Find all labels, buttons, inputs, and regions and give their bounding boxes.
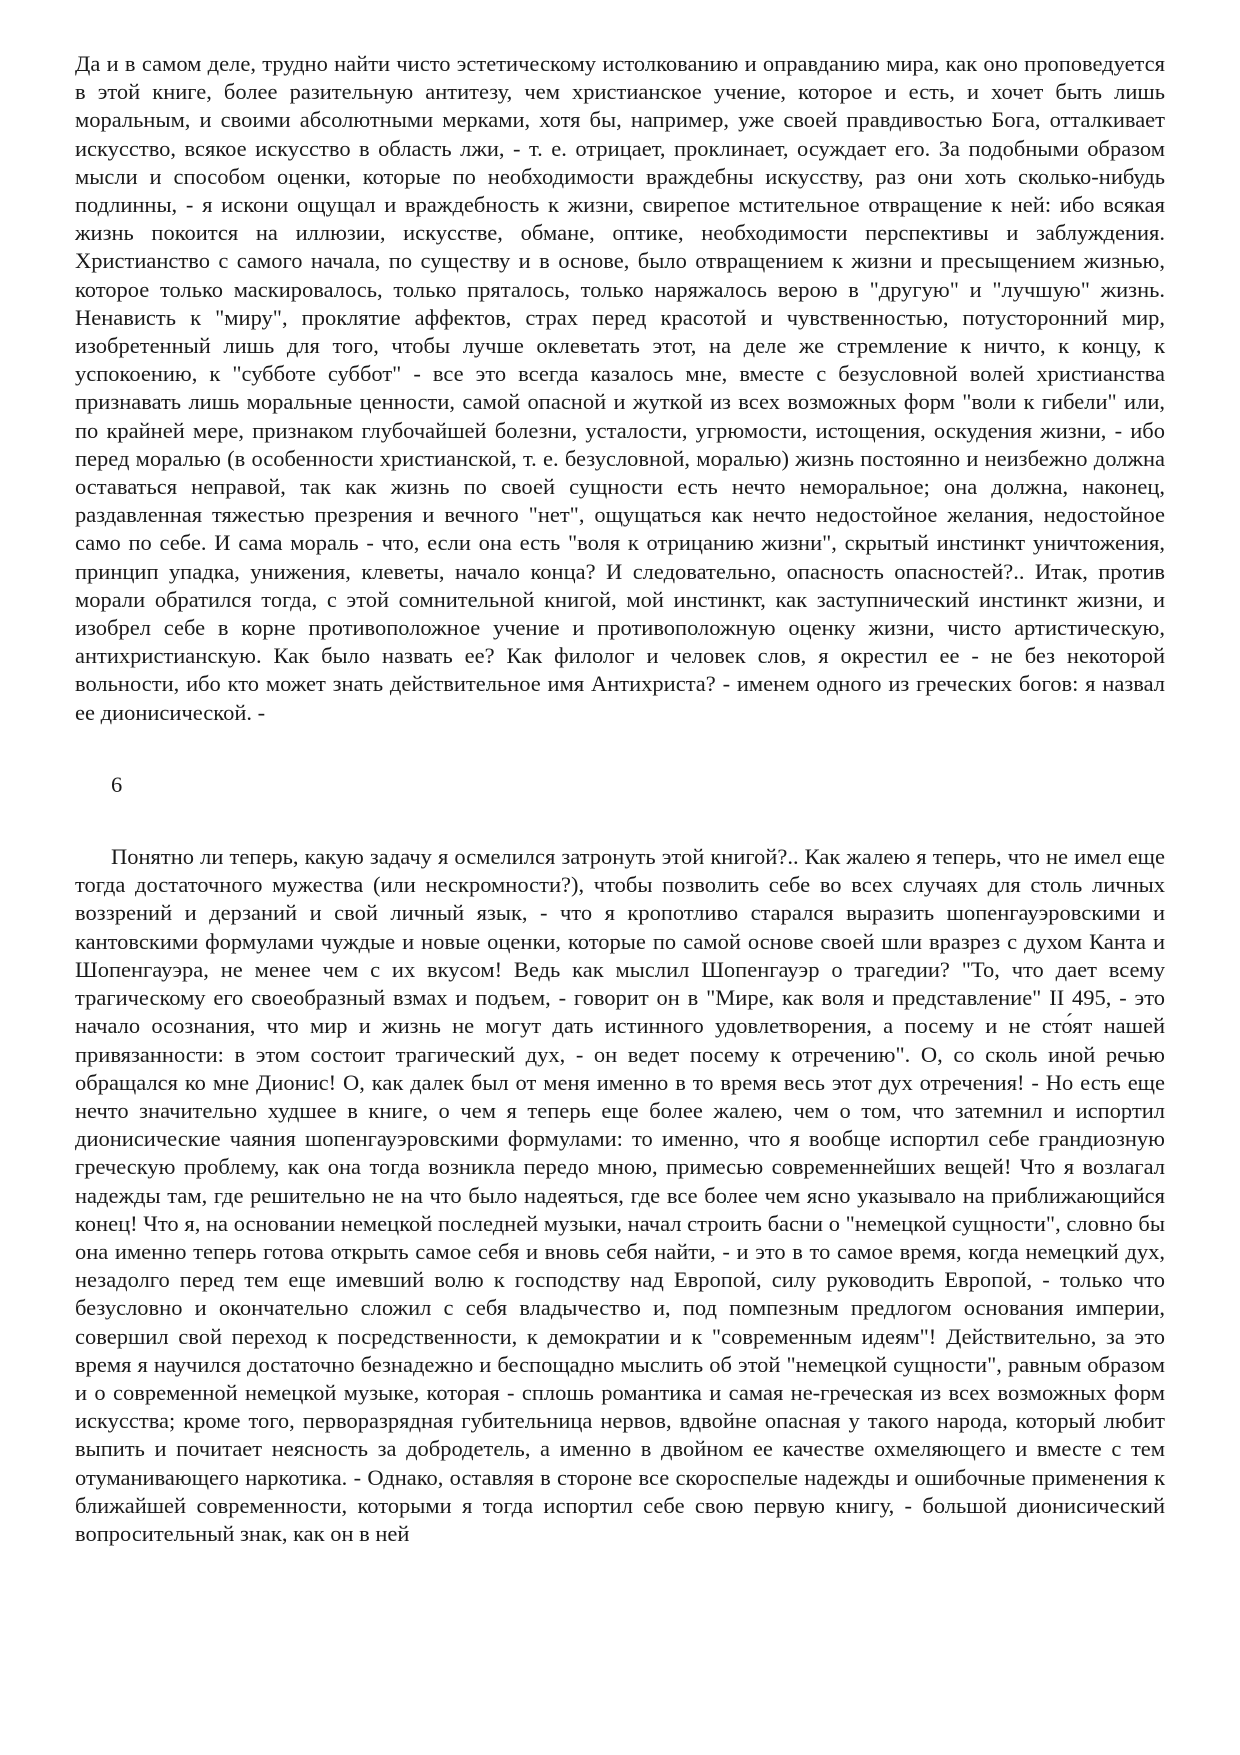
paragraph-aesthetic-justification: Да и в самом деле, трудно найти чисто эстетическому истолкованию и оправданию мира, как оно проповедуется в этой книге, более разительную антитезу, чем христианское учение, которое и есть, и хочет быть лишь моральным, и своими абсолютными мерками, хотя бы, например, уже своей правдивостью Бога, отталкивает искусство, всякое искусство в область лжи, - т. е. отрицает, проклинает, осуждает его. За подобными образом мысли и способом оценки, которые по необходимости враждебны искусству, раз они хоть сколько-нибудь подлинны, - я искони ощущал и враждебность к жизни, свирепое мстительное отвращение к ней: ибо всякая жизнь покоится на иллюзии, искусстве, обмане, оптике, необходимости перспективы и заблуждения. Христианство с самого начала, по существу и в основе, было отвращением к жизни и пресыщением жизнью, которое только маскировалось, только пряталось, только наряжалось верою в "другую" и "лучшую" жизнь. Ненависть к "миру", проклятие аффектов, страх перед красотой и чувственностью, потусторонний мир, изобретенный лишь для того, чтобы лучше оклеветать этот, на деле же стремление к ничто, к концу, к успокоению, к "субботе суббот" - все это всегда казалось мне, вместе с безусловной волей христианства признавать лишь моральные ценности, самой опасной и жуткой из всех возможных форм "воли к гибели" или, по крайней мере, признаком глубочайшей болезни, усталости, угрюмости, истощения, оскудения жизни, - ибо перед моралью (в особенности христианской, т. е. безусловной, моралью) жизнь постоянно и неизбежно должна оставаться неправой, так как жизнь по своей сущности есть нечто неморальное; она должна, наконец, раздавленная тяжестью презрения и вечного "нет", ощущаться как нечто недостойное желания, недостойное само по себе. И сама мораль - что, если она есть "воля к отрицанию жизни", скрытый инстинкт уничтожения, принцип упадка, унижения, клеветы, начало конца? И следовательно, опасность опасностей?.. Итак, против морали обратился тогда, с этой сомнительной книгой, мой инстинкт, как заступнический инстинкт жизни, и изобрел себе в корне противоположное учение и противоположную оценку жизни, чисто артистическую, антихристианскую. Как было назвать ее? Как филолог и человек слов, я окрестил ее - не без некоторой вольности, ибо кто может знать действительное имя Антихриста? - именем одного из греческих богов: я назвал ее дионисической. - — [75, 51, 1165, 725]
document-page — [75, 50, 1165, 1548]
paragraph-section-6: Понятно ли теперь, какую задачу я осмелился затронуть этой книгой?.. Как жалею я теперь, что не имел еще тогда достаточного мужества (или нескромности?), чтобы позволить себе во всех случаях для столь личных воззрений и дерзаний и свой личный язык, - что я кропотливо старался выразить шопенгауэровскими и кантовскими формулами чуждые и новые оценки, которые по самой основе своей шли вразрез с духом Канта и Шопенгауэра, не менее чем с их вкусом! Ведь как мыслил Шопенгауэр о трагедии? "То, что дает всему трагическому его своеобразный взмах и подъем, - говорит он в "Мире, как воля и представление" II 495, - это начало осознания, что мир и жизнь не могут дать истинного удовлетворения, а посему и не сто́ят нашей привязанности: в этом состоит трагический дух, - он ведет посему к отречению". О, со сколь иной речью обращался ко мне Дионис! О, как далек был от меня именно в то время весь этот дух отречения! - Но есть еще нечто значительно худшее в книге, о чем я теперь еще более жалею, чем о том, что затемнил и испортил дионисические чаяния шопенгауэровскими формулами: то именно, что я вообще испортил себе грандиозную греческую проблему, как она тогда возникла передо мною, примесью современнейших вещей! Что я возлагал надежды там, где решительно не на что было надеяться, где все более чем ясно указывало на приближающийся конец! Что я, на основании немецкой последней музыки, начал строить басни о "немецкой сущности", словно бы она именно теперь готова открыть самое себя и вновь себя найти, - и это в то самое время, когда немецкий дух, незадолго перед тем еще имевший волю к господству над Европой, силу руководить Европой, - только что безусловно и окончательно сложил с себя владычество и, под помпезным предлогом основания империи, совершил свой переход к посредственности, к демократии и к "современным идеям"! Действительно, за это время я научился достаточно безнадежно и беспощадно мыслить об этой "немецкой сущности", равным образом и о современной немецкой музыке, которая - сплошь романтика и самая не-греческая из всех возможных форм искусства; кроме того, перворазрядная губительница нервов, вдвойне опасная у такого народа, который любит выпить и почитает неясность за добродетель, а именно в двойном ее качестве охмеляющего и вместе с тем отуманивающего наркотика. - Однако, оставляя в стороне все скороспелые надежды и ошибочные применения к ближайшей современности, которыми я тогда испортил себе свою первую книгу, - большой дионисический вопросительный знак, как он в ней — [75, 844, 1165, 1546]
section-number: 6 — [111, 771, 123, 797]
